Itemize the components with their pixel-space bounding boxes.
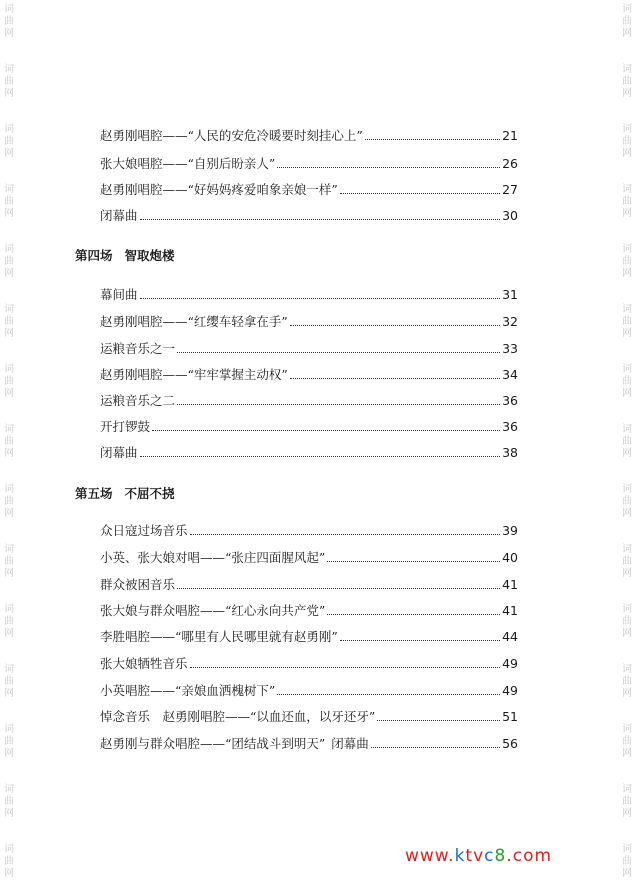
- dot-leader: [152, 423, 500, 432]
- watermark-char: 网: [4, 628, 14, 639]
- watermark-char: 词: [622, 244, 632, 255]
- watermark-char: 曲: [4, 676, 14, 687]
- watermark-char: 网: [4, 148, 14, 159]
- toc-entry[interactable]: [100, 417, 518, 437]
- watermark-char: 网: [622, 868, 632, 879]
- watermark-char: 网: [4, 88, 14, 99]
- watermark-char: 网: [622, 448, 632, 459]
- watermark-char: 网: [622, 808, 632, 819]
- watermark-char: 网: [4, 568, 14, 579]
- watermark-block: [2, 484, 16, 520]
- watermark-char: 词: [622, 184, 632, 195]
- watermark-char: 词: [4, 304, 14, 315]
- entry-page: 26: [502, 156, 518, 171]
- watermark-char: 曲: [4, 316, 14, 327]
- brand-num: 8: [494, 846, 507, 866]
- site-brand-logo: [405, 846, 552, 866]
- section-heading: [75, 484, 175, 502]
- watermark-char: 曲: [4, 76, 14, 87]
- watermark-block: [2, 64, 16, 100]
- watermark-block: [620, 724, 634, 760]
- watermark-char: 网: [622, 208, 632, 219]
- toc-entry[interactable]: [100, 627, 518, 647]
- watermark-char: 词: [4, 664, 14, 675]
- watermark-char: 词: [622, 784, 632, 795]
- watermark-char: 曲: [622, 376, 632, 387]
- toc-entry[interactable]: [100, 548, 518, 568]
- watermark-block: [2, 364, 16, 400]
- dot-leader: [290, 371, 500, 380]
- entry-page: 41: [502, 577, 518, 592]
- dot-leader: [327, 607, 500, 616]
- dot-leader: [340, 633, 500, 642]
- watermark-block: [620, 664, 634, 700]
- toc-entry[interactable]: [100, 575, 518, 595]
- entry-title: 众日寇过场音乐: [100, 523, 188, 538]
- toc-entry[interactable]: [100, 126, 518, 146]
- watermark-char: 词: [622, 304, 632, 315]
- entry-title: 张大娘牺牲音乐: [100, 656, 188, 671]
- brand-www: www: [405, 846, 449, 866]
- watermark-block: [2, 604, 16, 640]
- watermark-right: [620, 0, 634, 895]
- entry-title: 运粮音乐之二: [100, 393, 176, 408]
- dot-leader: [377, 713, 500, 722]
- entry-title: 赵勇刚唱腔——“人民的安危冷暖要时刻挂心上”: [100, 128, 363, 143]
- watermark-char: 曲: [4, 856, 14, 867]
- watermark-block: [2, 664, 16, 700]
- watermark-block: [620, 304, 634, 340]
- brand-c: c: [484, 846, 495, 866]
- brand-dot: .: [448, 846, 455, 866]
- watermark-block: [620, 604, 634, 640]
- watermark-char: 曲: [622, 196, 632, 207]
- watermark-char: 网: [622, 148, 632, 159]
- watermark-char: 曲: [622, 76, 632, 87]
- entry-title: 小英、张大娘对唱——“张庄四面腥风起”: [100, 550, 326, 565]
- entry-title: 李胜唱腔——“哪里有人民哪里就有赵勇刚”: [100, 629, 338, 644]
- watermark-char: 曲: [4, 16, 14, 27]
- section-name: 智取炮楼: [124, 248, 175, 263]
- entry-title: 悼念音乐 赵勇刚唱腔——“以血还血，以牙还牙”: [100, 709, 376, 724]
- watermark-char: 曲: [622, 256, 632, 267]
- watermark-block: [2, 844, 16, 880]
- watermark-char: 词: [622, 484, 632, 495]
- watermark-char: 网: [4, 748, 14, 759]
- brand-dot: .: [506, 846, 513, 866]
- watermark-char: 词: [622, 124, 632, 135]
- dot-leader: [177, 397, 500, 406]
- watermark-char: 词: [4, 424, 14, 435]
- watermark-char: 词: [622, 604, 632, 615]
- watermark-char: 网: [622, 268, 632, 279]
- dot-leader: [140, 291, 501, 300]
- watermark-char: 网: [622, 88, 632, 99]
- entry-title: 小英唱腔——“亲娘血洒槐树下”: [100, 683, 276, 698]
- watermark-char: 曲: [4, 256, 14, 267]
- dot-leader: [277, 687, 500, 696]
- dot-leader: [177, 581, 500, 590]
- entry-page: 44: [502, 629, 518, 644]
- watermark-char: 曲: [622, 136, 632, 147]
- watermark-block: [620, 64, 634, 100]
- watermark-char: 曲: [4, 196, 14, 207]
- entry-page: 38: [502, 445, 518, 460]
- watermark-char: 曲: [622, 556, 632, 567]
- watermark-block: [620, 544, 634, 580]
- entry-page: 31: [502, 287, 518, 302]
- watermark-block: [620, 364, 634, 400]
- section-label: 第五场: [75, 486, 113, 501]
- watermark-char: 曲: [4, 736, 14, 747]
- dot-leader: [177, 345, 500, 354]
- watermark-char: 词: [4, 844, 14, 855]
- entry-title: 赵勇刚与群众唱腔——“团结战斗到明天”: [100, 736, 326, 751]
- entry-title: 运粮音乐之一: [100, 341, 176, 356]
- entry-page: 39: [502, 523, 518, 538]
- brand-k: k: [454, 846, 466, 866]
- watermark-char: 词: [4, 364, 14, 375]
- watermark-block: [620, 124, 634, 160]
- watermark-char: 词: [4, 64, 14, 75]
- watermark-char: 词: [622, 424, 632, 435]
- entry-title: 闭幕曲: [100, 208, 138, 223]
- entry-page: 21: [502, 128, 518, 143]
- dot-leader: [140, 212, 501, 221]
- watermark-char: 网: [4, 388, 14, 399]
- entry-title: 闭幕曲: [100, 445, 138, 460]
- watermark-block: [2, 124, 16, 160]
- toc-entry[interactable]: [100, 734, 518, 754]
- watermark-block: [2, 724, 16, 760]
- entry-page: 49: [502, 683, 518, 698]
- watermark-char: 曲: [622, 736, 632, 747]
- watermark-char: 词: [622, 4, 632, 15]
- brand-com: com: [512, 846, 553, 866]
- entry-title: 张大娘与群众唱腔——“红心永向共产党”: [100, 603, 326, 618]
- watermark-char: 词: [4, 124, 14, 135]
- dot-leader: [290, 318, 500, 327]
- watermark-char: 词: [4, 484, 14, 495]
- toc-entry[interactable]: [100, 391, 518, 411]
- watermark-block: [2, 424, 16, 460]
- watermark-block: [620, 784, 634, 820]
- toc-entry[interactable]: [100, 206, 518, 226]
- watermark-char: 网: [4, 868, 14, 879]
- dot-leader: [327, 554, 500, 563]
- section-heading: [75, 246, 175, 264]
- dot-leader: [190, 527, 501, 536]
- watermark-char: 网: [622, 508, 632, 519]
- section-label: 第四场: [75, 248, 113, 263]
- watermark-block: [2, 784, 16, 820]
- entry-page: 49: [502, 656, 518, 671]
- watermark-char: 词: [622, 64, 632, 75]
- watermark-char: 网: [4, 208, 14, 219]
- watermark-block: [2, 4, 16, 40]
- toc-entry[interactable]: [100, 443, 518, 463]
- watermark-char: 网: [4, 808, 14, 819]
- toc-entry[interactable]: [100, 601, 518, 621]
- watermark-block: [620, 844, 634, 880]
- entry-page: 36: [502, 393, 518, 408]
- watermark-block: [620, 4, 634, 40]
- watermark-char: 网: [622, 688, 632, 699]
- entry-page: 32: [502, 314, 518, 329]
- watermark-char: 曲: [622, 16, 632, 27]
- entry-page: 40: [502, 550, 518, 565]
- watermark-char: 网: [4, 508, 14, 519]
- watermark-char: 网: [622, 748, 632, 759]
- watermark-char: 网: [4, 268, 14, 279]
- entry-title: 赵勇刚唱腔——“牢牢掌握主动权”: [100, 367, 288, 382]
- dot-leader: [190, 660, 501, 669]
- watermark-char: 曲: [622, 316, 632, 327]
- watermark-char: 网: [622, 628, 632, 639]
- entry-title: 赵勇刚唱腔——“红缨车轻拿在手”: [100, 314, 288, 329]
- watermark-char: 曲: [4, 796, 14, 807]
- toc-entry[interactable]: [100, 312, 518, 332]
- watermark-block: [2, 544, 16, 580]
- watermark-block: [2, 304, 16, 340]
- watermark-left: [2, 0, 16, 895]
- watermark-block: [620, 484, 634, 520]
- watermark-char: 曲: [622, 616, 632, 627]
- watermark-char: 曲: [4, 136, 14, 147]
- watermark-char: 词: [622, 664, 632, 675]
- watermark-char: 词: [4, 604, 14, 615]
- watermark-char: 曲: [4, 496, 14, 507]
- watermark-char: 网: [622, 328, 632, 339]
- watermark-char: 网: [4, 28, 14, 39]
- entry-tail: 闭幕曲: [331, 736, 369, 751]
- entry-page: 56: [502, 736, 518, 751]
- watermark-char: 曲: [4, 556, 14, 567]
- toc-entry[interactable]: [100, 654, 518, 674]
- entry-title: 赵勇刚唱腔——“好妈妈疼爱咱象亲娘一样”: [100, 182, 338, 197]
- brand-tv: tv: [465, 846, 485, 866]
- watermark-char: 曲: [4, 436, 14, 447]
- watermark-block: [620, 184, 634, 220]
- entry-page: 36: [502, 419, 518, 434]
- watermark-char: 曲: [4, 376, 14, 387]
- entry-page: 51: [502, 709, 518, 724]
- watermark-block: [2, 184, 16, 220]
- entry-page: 30: [502, 208, 518, 223]
- toc-entry[interactable]: [100, 707, 518, 727]
- watermark-char: 网: [622, 388, 632, 399]
- entry-title: 张大娘唱腔——“自别后盼亲人”: [100, 156, 276, 171]
- watermark-char: 词: [4, 544, 14, 555]
- watermark-char: 曲: [4, 616, 14, 627]
- dot-leader: [371, 740, 500, 749]
- section-name: 不屈不挠: [124, 486, 175, 501]
- toc-entry[interactable]: [100, 521, 518, 541]
- entry-page: 34: [502, 367, 518, 382]
- watermark-char: 词: [4, 184, 14, 195]
- watermark-char: 曲: [622, 856, 632, 867]
- toc-entry[interactable]: [100, 681, 518, 701]
- dot-leader: [140, 449, 501, 458]
- watermark-char: 网: [622, 28, 632, 39]
- toc-entry[interactable]: [100, 339, 518, 359]
- watermark-char: 曲: [622, 676, 632, 687]
- watermark-char: 网: [4, 328, 14, 339]
- watermark-char: 网: [4, 448, 14, 459]
- dot-leader: [365, 132, 500, 141]
- watermark-char: 词: [4, 4, 14, 15]
- watermark-char: 词: [622, 844, 632, 855]
- entry-title: 开打锣鼓: [100, 419, 151, 434]
- watermark-char: 词: [622, 364, 632, 375]
- watermark-char: 网: [622, 568, 632, 579]
- watermark-char: 词: [622, 544, 632, 555]
- watermark-char: 词: [4, 784, 14, 795]
- watermark-block: [620, 424, 634, 460]
- toc-entry[interactable]: [100, 154, 518, 174]
- entry-title: 幕间曲: [100, 287, 138, 302]
- watermark-block: [2, 244, 16, 280]
- entry-title: 群众被困音乐: [100, 577, 176, 592]
- dot-leader: [340, 186, 500, 195]
- dot-leader: [277, 160, 500, 169]
- watermark-char: 词: [622, 724, 632, 735]
- toc-entry[interactable]: [100, 365, 518, 385]
- watermark-char: 曲: [622, 796, 632, 807]
- toc-entry[interactable]: [100, 180, 518, 200]
- watermark-char: 曲: [622, 436, 632, 447]
- entry-page: 41: [502, 603, 518, 618]
- toc-entry[interactable]: [100, 285, 518, 305]
- watermark-char: 词: [4, 724, 14, 735]
- watermark-char: 曲: [622, 496, 632, 507]
- watermark-block: [620, 244, 634, 280]
- watermark-char: 网: [4, 688, 14, 699]
- watermark-char: 词: [4, 244, 14, 255]
- entry-page: 27: [502, 182, 518, 197]
- entry-page: 33: [502, 341, 518, 356]
